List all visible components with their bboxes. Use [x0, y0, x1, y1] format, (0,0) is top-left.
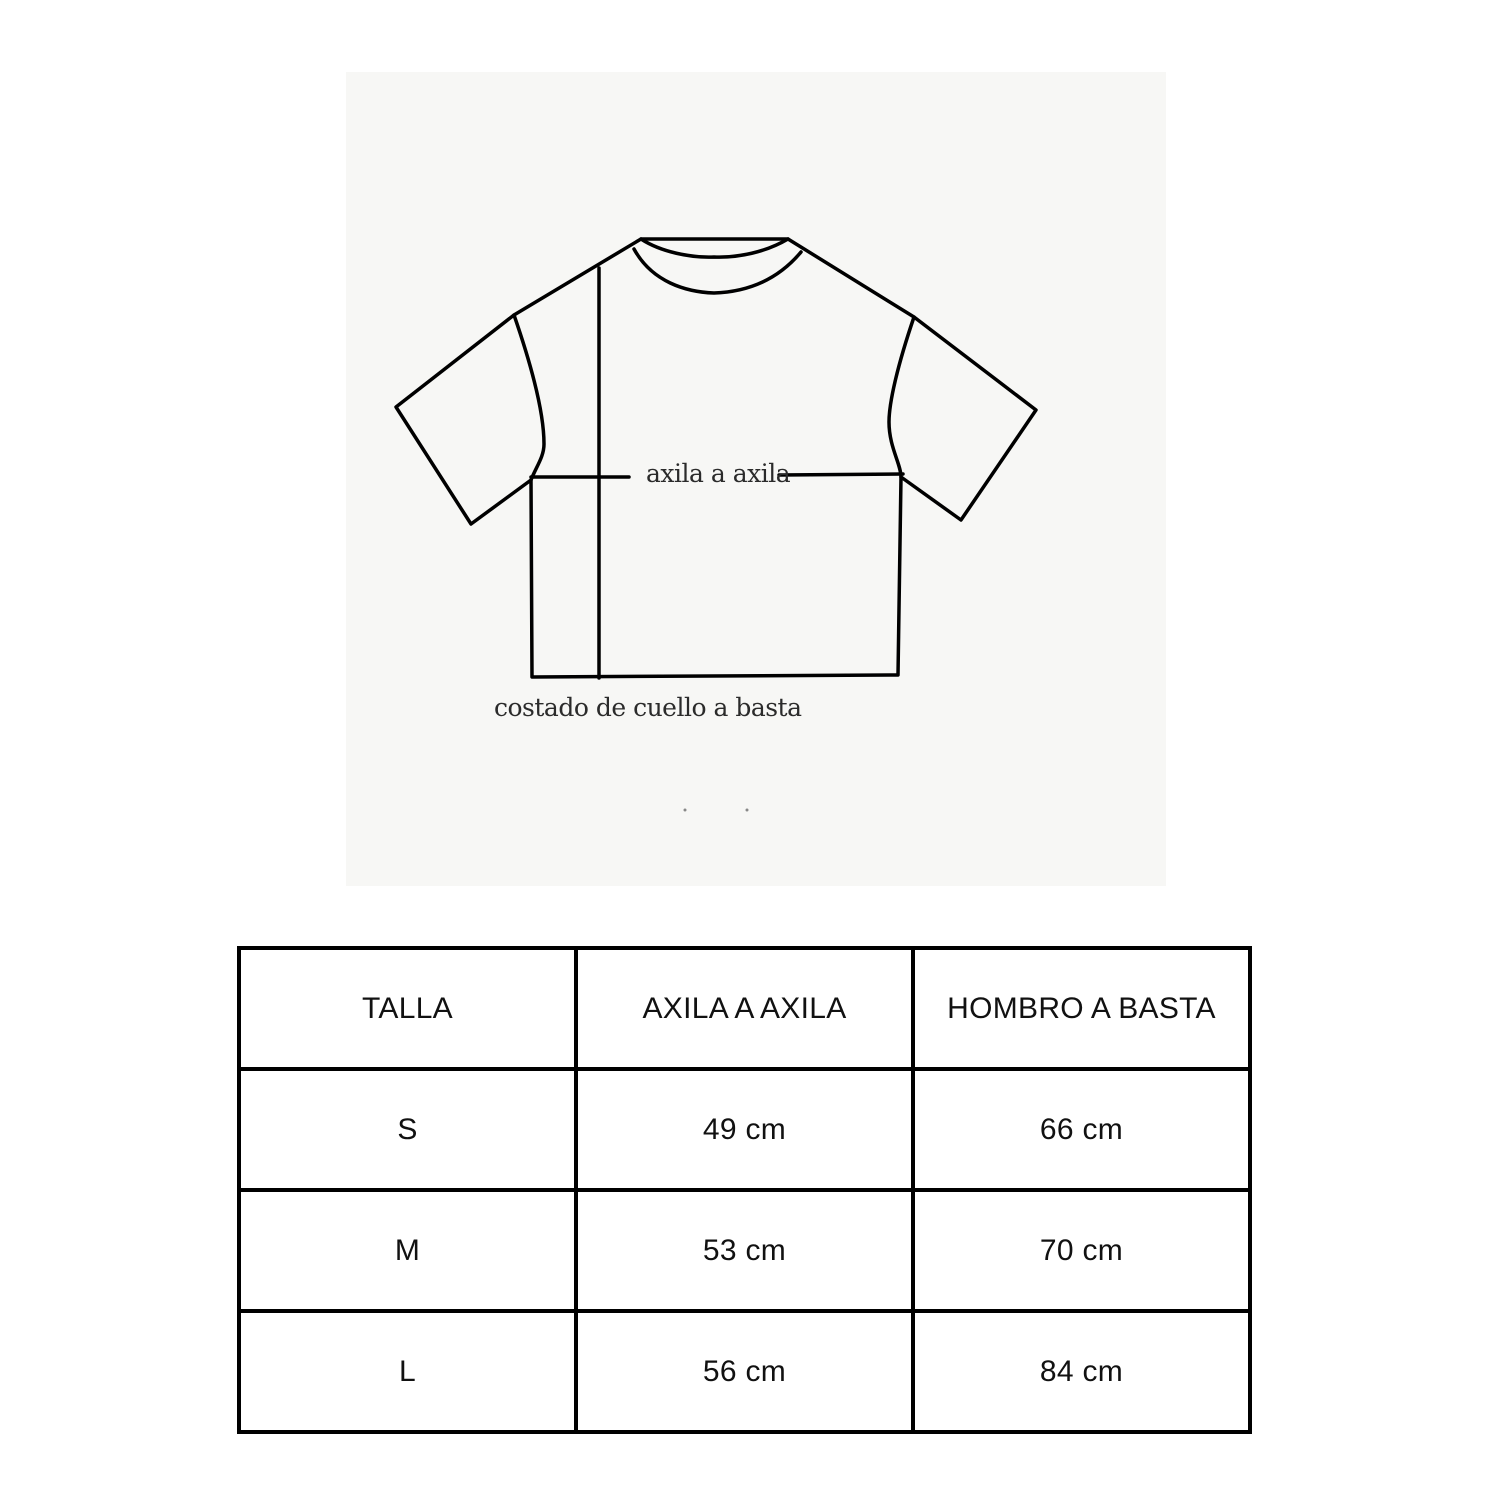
- size-cell: M: [239, 1190, 576, 1311]
- chest-measure-label: axila a axila: [646, 459, 791, 488]
- length-cell: 84 cm: [913, 1311, 1250, 1432]
- size-cell: L: [239, 1311, 576, 1432]
- length-cell: 66 cm: [913, 1069, 1250, 1190]
- header-cell-length: HOMBRO A BASTA: [913, 948, 1250, 1069]
- chest-measure-line-right: [779, 474, 903, 475]
- length-cell: 70 cm: [913, 1190, 1250, 1311]
- speck-mark: [746, 809, 749, 812]
- speck-mark: [684, 809, 687, 812]
- header-cell-size: TALLA: [239, 948, 576, 1069]
- tshirt-measurement-diagram: [346, 72, 1166, 886]
- table-row: [239, 1311, 1250, 1432]
- chest-cell: 53 cm: [576, 1190, 913, 1311]
- size-chart-table: [237, 946, 1252, 1434]
- chest-cell: 56 cm: [576, 1311, 913, 1432]
- chest-cell: 49 cm: [576, 1069, 913, 1190]
- header-cell-chest: AXILA A AXILA: [576, 948, 913, 1069]
- table-row: [239, 1069, 1250, 1190]
- length-measure-label: costado de cuello a basta: [494, 693, 802, 722]
- size-cell: S: [239, 1069, 576, 1190]
- table-header-row: [239, 948, 1250, 1069]
- table-row: [239, 1190, 1250, 1311]
